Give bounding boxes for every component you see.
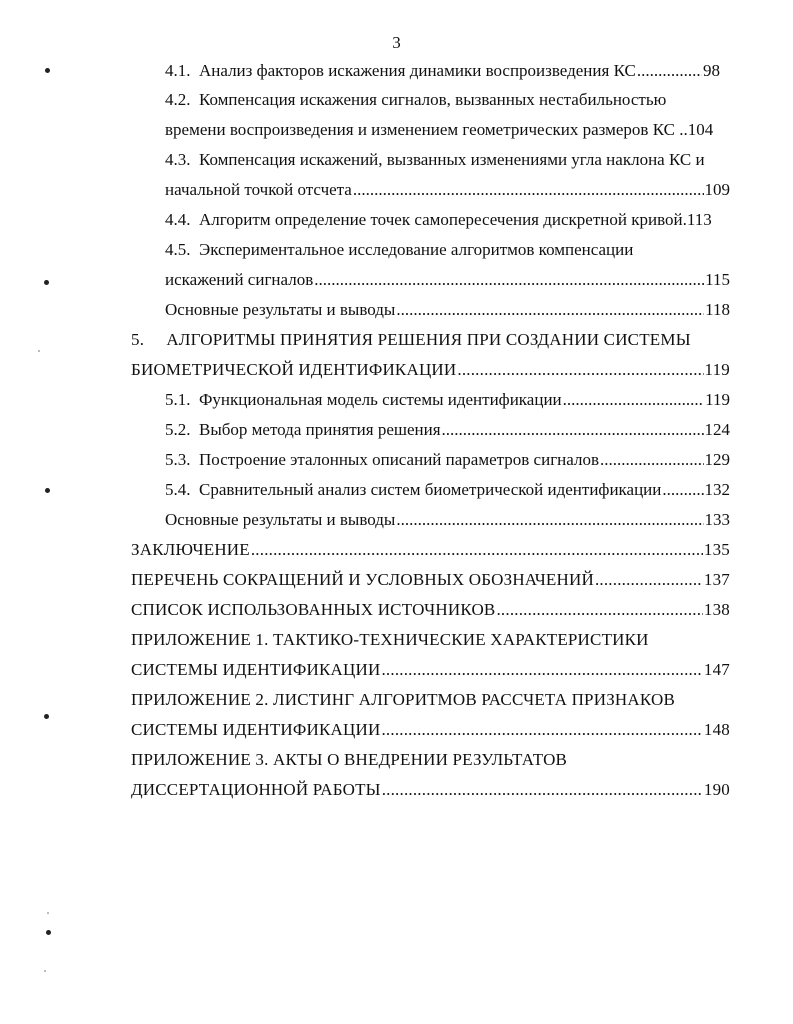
toc-entry-page: 98 (703, 61, 720, 80)
toc-entry-text: 5.2. Выбор метода принятия решения (165, 420, 441, 439)
toc-entry-page: 147 (703, 660, 730, 679)
toc-entry-text: 4.5. Экспериментальное исследование алгоритмов компенсации (165, 240, 634, 259)
toc-entry-text: времени воспроизведения и изменением геометрических размеров КС .. (165, 120, 688, 139)
toc-dot-leader (382, 775, 703, 805)
toc-entry-appendix-3-cont (131, 775, 730, 805)
toc-entry-ch5-results (165, 505, 730, 535)
toc-entry-page: 109 (704, 180, 730, 199)
toc-entry-text: 5.1. Функциональная модель системы идентификации (165, 390, 562, 409)
toc-entry-page: 118 (705, 300, 730, 319)
toc-dot-leader (600, 445, 704, 475)
toc-dot-leader (457, 355, 703, 385)
toc-entry-text: 4.3. Компенсация искажений, вызванных изменениями угла наклона КС и (165, 150, 705, 169)
toc-entry-text: 4.4. Алгоритм определение точек самопересечения дискретной кривой. (165, 210, 687, 229)
toc-entry-text: ЗАКЛЮЧЕНИЕ (131, 540, 250, 559)
toc-entry-text: БИОМЕТРИЧЕСКОЙ ИДЕНТИФИКАЦИИ (131, 360, 457, 379)
toc-entry-4-5-cont (165, 265, 730, 295)
toc-dot-leader (251, 535, 703, 565)
toc-entry-appendix-1-cont (131, 655, 730, 685)
scan-speck (38, 350, 40, 352)
toc-entry-4-2-cont (165, 115, 730, 145)
toc-entry-appendix-2 (131, 685, 675, 715)
toc-entry-4-2 (165, 85, 666, 115)
toc-entry-text: начальной точкой отсчета (165, 180, 352, 199)
toc-entry-page: 132 (704, 480, 730, 499)
toc-entry-4-3-cont (165, 175, 730, 205)
toc-entry-5-3 (165, 445, 730, 475)
toc-entry-text: 4.1. Анализ факторов искажения динамики воспроизведения КС (165, 61, 636, 80)
toc-dot-leader (496, 595, 702, 625)
toc-entry-4-3 (165, 145, 705, 175)
toc-entry-abbreviations (131, 565, 730, 595)
toc-entry-appendix-3 (131, 745, 567, 775)
toc-entry-page: 133 (704, 510, 730, 529)
scan-speck (44, 970, 46, 972)
toc-entry-text: ПРИЛОЖЕНИЕ 1. ТАКТИКО-ТЕХНИЧЕСКИЕ ХАРАКТЕРИСТИКИ (131, 630, 649, 649)
toc-entry-4-5 (165, 235, 633, 265)
punch-mark (44, 280, 49, 285)
toc-dot-leader (442, 415, 704, 445)
toc-entry-text: ПРИЛОЖЕНИЕ 2. ЛИСТИНГ АЛГОРИТМОВ РАССЧЕТА ПРИЗНАКОВ (131, 690, 675, 709)
toc-entry-references (131, 595, 730, 625)
toc-dot-leader (381, 655, 702, 685)
toc-entry-text: 4.2. Компенсация искажения сигналов, вызванных нестабильностью (165, 90, 667, 109)
toc-entry-4-4 (165, 205, 730, 235)
toc-dot-leader (595, 565, 703, 595)
toc-dot-leader (381, 715, 702, 745)
toc-entry-page: 104 (687, 120, 714, 139)
toc-entry-page: 138 (703, 600, 730, 619)
toc-entry-appendix-1 (131, 625, 649, 655)
toc-entry-chapter-5-cont (131, 355, 730, 385)
punch-mark (46, 930, 51, 935)
toc-entry-page: 119 (705, 390, 730, 409)
toc-entry-text: ПРИЛОЖЕНИЕ 3. АКТЫ О ВНЕДРЕНИИ РЕЗУЛЬТАТОВ (131, 750, 568, 769)
toc-entry-page: 113 (686, 210, 712, 229)
toc-dot-leader (563, 385, 704, 415)
page-number: 3 (392, 33, 401, 52)
toc-entry-text: 5. АЛГОРИТМЫ ПРИНЯТИЯ РЕШЕНИЯ ПРИ СОЗДАНИИ СИСТЕМЫ (131, 330, 691, 349)
punch-mark (45, 488, 50, 493)
toc-entry-ch4-results (165, 295, 730, 325)
toc-dot-leader (396, 505, 703, 535)
toc-entry-page: 119 (704, 360, 730, 379)
toc-dot-leader (662, 475, 703, 505)
punch-mark (44, 714, 49, 719)
toc-entry-text: СИСТЕМЫ ИДЕНТИФИКАЦИИ (131, 660, 381, 679)
toc-entry-text: Основные результаты и выводы (165, 300, 396, 319)
toc-entry-page: 190 (703, 780, 730, 799)
scan-speck (47, 912, 49, 914)
toc-dot-leader (396, 295, 704, 325)
toc-entry-5-1 (165, 385, 730, 415)
toc-entry-page: 137 (703, 570, 730, 589)
toc-dot-leader (314, 265, 704, 295)
toc-entry-page: 115 (705, 270, 730, 289)
toc-entry-chapter-5 (131, 325, 691, 355)
toc-entry-text: 5.3. Построение эталонных описаний параметров сигналов (165, 450, 599, 469)
toc-entry-text: СИСТЕМЫ ИДЕНТИФИКАЦИИ (131, 720, 381, 739)
toc-entry-page: 148 (703, 720, 730, 739)
toc-entry-text: СПИСОК ИСПОЛЬЗОВАННЫХ ИСТОЧНИКОВ (131, 600, 496, 619)
toc-entry-5-4 (165, 475, 730, 505)
toc-entry-4-1 (165, 56, 720, 86)
toc-entry-page: 124 (704, 420, 730, 439)
toc-entry-text: ДИССЕРТАЦИОННОЙ РАБОТЫ (131, 780, 381, 799)
toc-entry-conclusion (131, 535, 730, 565)
toc-entry-text: ПЕРЕЧЕНЬ СОКРАЩЕНИЙ И УСЛОВНЫХ ОБОЗНАЧЕНИЙ (131, 570, 594, 589)
toc-entry-page: 129 (704, 450, 730, 469)
toc-dot-leader (353, 175, 704, 205)
punch-mark (45, 68, 50, 73)
toc-entry-5-2 (165, 415, 730, 445)
toc-entry-text: искажений сигналов (165, 270, 314, 289)
toc-entry-appendix-2-cont (131, 715, 730, 745)
toc-entry-text: 5.4. Сравнительный анализ систем биометрической идентификации (165, 480, 662, 499)
toc-dot-leader (637, 56, 702, 86)
toc-entry-text: Основные результаты и выводы (165, 510, 396, 529)
toc-entry-page: 135 (703, 540, 730, 559)
